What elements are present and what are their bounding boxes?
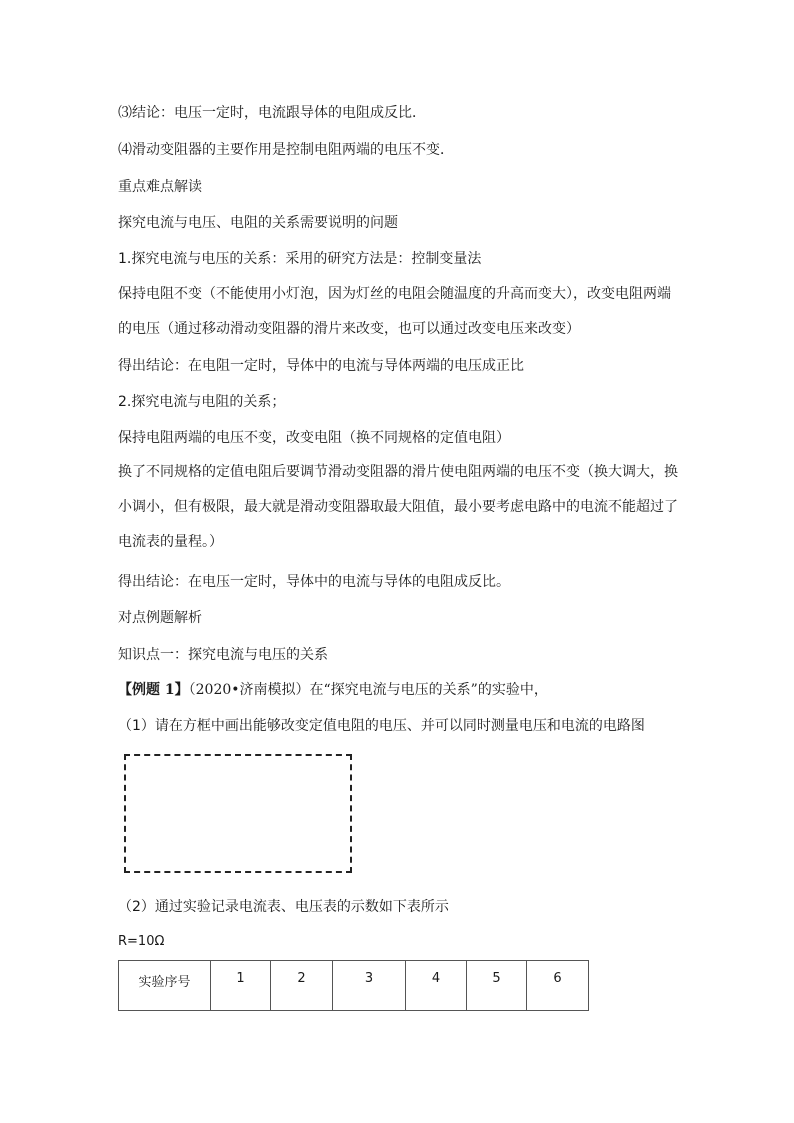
paragraph-conclusion-3: ⑶结论：电压一定时，电流跟导体的电阻成反比． — [118, 105, 426, 121]
table-cell: 6 — [527, 961, 589, 1011]
table-cell: 3 — [333, 961, 406, 1011]
knowledge-point-title: 知识点一：探究电流与电压的关系 — [118, 647, 328, 663]
circuit-drawing-box[interactable] — [124, 754, 352, 873]
data-table — [118, 960, 589, 1011]
section-heading-examples: 对点例题解析 — [118, 610, 202, 626]
table-cell: 4 — [406, 961, 467, 1011]
table-cell: 5 — [467, 961, 527, 1011]
table-cell: 1 — [211, 961, 271, 1011]
paragraph-keep-resistance: 保持电阻不变（不能使用小灯泡，因为灯丝的电阻会随温度的升高而变大），改变电阻两端的电压（通过移动滑动变阻器的滑片来改变，也可以通过改变电压来改变） — [118, 286, 671, 337]
table-cell: 2 — [271, 961, 333, 1011]
example-tag: 【例题 1】 — [118, 682, 189, 698]
example-source: （2020•济南模拟）在“探究电流与电压的关系”的实验中， — [188, 682, 548, 698]
paragraph-conclusion-resistance: 得出结论：在电压一定时，导体中的电流与导体的电阻成反比。 — [118, 574, 510, 590]
paragraph-keep-voltage: 保持电阻两端的电压不变，改变电阻（换不同规格的定值电阻） — [118, 430, 510, 446]
paragraph-resistance-relation: 2.探究电流与电阻的关系； — [118, 394, 286, 410]
section-heading-key-points: 重点难点解读 — [118, 179, 202, 195]
table-header-cell: 实验序号 — [119, 961, 211, 1011]
question-1: （1）请在方框中画出能够改变定值电阻的电压、并可以同时测量电压和电流的电路图 — [118, 718, 645, 734]
example-1-intro — [118, 680, 548, 700]
paragraph-topic-intro: 探究电流与电压、电阻的关系需要说明的问题 — [118, 215, 398, 231]
paragraph-conclusion-voltage: 得出结论：在电阻一定时，导体中的电流与导体两端的电压成正比 — [118, 358, 524, 374]
question-2: （2）通过实验记录电流表、电压表的示数如下表所示 — [118, 899, 449, 915]
paragraph-adjust-rheostat: 换了不同规格的定值电阻后要调节滑动变阻器的滑片使电阻两端的电压不变（换大调大，换小调小，但有极限，最大就是滑动变阻器取最大阻值，最小要考虑电路中的电流不能超过了电流表的量程。） — [118, 464, 678, 550]
table-row — [119, 961, 589, 1011]
paragraph-rheostat-role: ⑷滑动变阻器的主要作用是控制电阻两端的电压不变． — [118, 142, 454, 158]
paragraph-voltage-relation: 1.探究电流与电压的关系：采用的研究方法是：控制变量法 — [118, 251, 482, 267]
resistance-label: R=10Ω — [118, 934, 165, 949]
